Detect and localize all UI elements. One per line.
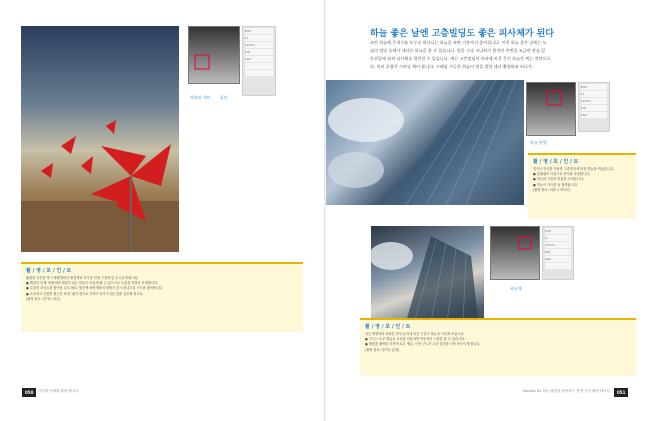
tip-line: ● 하늘이 가득한 날 촬영합니다. xyxy=(533,182,578,187)
tip-line: ● 구도는 로우 앵글로 사선을 이용하면 역동적인 느낌을 줄 수 있습니다. xyxy=(365,337,466,342)
exif-row: 12mm xyxy=(545,242,571,248)
tip-box-right-bottom xyxy=(360,318,636,376)
exif-row: 1/ xyxy=(245,35,273,41)
tip-line: (촬영 장소: 경기도 파주) xyxy=(26,296,61,301)
exif-row: ISO xyxy=(545,249,571,255)
skyscraper-thumbnail xyxy=(490,226,540,280)
exif-row: 100 xyxy=(545,256,571,262)
exif-panel-right xyxy=(578,82,610,132)
section-heading: 하늘 좋은 날엔 고층빌딩도 좋은 피사체가 된다 xyxy=(370,29,554,39)
body-line: 파란 하늘에 뭉게구름 두둥실 떠다니는 하늘을 보면 기분까지 좋아집니다. 이런 하늘 좋은 날에는 도 xyxy=(370,40,547,45)
exif-row: - xyxy=(545,263,571,269)
exif-row: - xyxy=(245,70,273,76)
exif-row: 12mm xyxy=(245,42,273,48)
tip-line: (촬영 장소: 서울시 여의도) xyxy=(533,187,571,192)
exif-row: 1/ xyxy=(581,91,607,97)
exif-panel-bottom xyxy=(542,226,574,280)
exif-row: f/22 xyxy=(245,28,273,34)
left-thumb-captions xyxy=(190,84,227,103)
tip-line: ● 소소하고 특별한 원근감 표현: 광각 렌즈로 가까이 다가가 원근감을 강조해 봅니다. xyxy=(26,291,144,296)
tip-line: ● 해질녘 단계: 바람개비 배경이 되는 하늘이 어둡게 될 수 있으므로 노출을 적절히 보정합니다. xyxy=(26,281,158,286)
page-number-right: 051 xyxy=(614,388,628,397)
tip-box-left xyxy=(21,262,303,332)
footer-left-text: 디지털 카메라 촬영 테크닉 xyxy=(38,389,79,393)
body-line: 심의 빌딩 숲에서 색다른 하늘을 볼 수 있습니다. 빗종 그냥 지나쳐가 원지만 주변을 조금만 관심 있 xyxy=(370,48,546,53)
windmill-photo xyxy=(21,26,179,252)
building-thumbnail xyxy=(526,82,576,136)
caption-left-b: 필터 xyxy=(219,95,228,100)
exif-row: ISO xyxy=(581,105,607,111)
exif-row: f/22 xyxy=(581,84,607,90)
body-line: 다. 특히 초광각 시야를 찍어 봅니다. 프레임 가득한 하늘이 빛을 발할 테니 촬영하러 떠나가. xyxy=(370,64,534,69)
tip-line: 활용한 사진을 찍기 바람개비의 빨강색과 작가다 전체 구성에 맞 추시길 바랍니다. xyxy=(26,276,139,280)
tip-title: 촬 / 영 / 포 / 인 / 트 xyxy=(365,324,411,330)
exif-row: ISO xyxy=(245,49,273,55)
tip-line: ● 배경을 촬영한 사진에 로우 앵글, 사선 구도가 고층 빌딩을 더욱 돋보이게 합니다. xyxy=(365,342,481,347)
tip-line: ● 하늘과 구름의 비율을 고려합니다. xyxy=(533,177,584,182)
page-gutter xyxy=(324,0,326,421)
windmill-thumbnail xyxy=(188,26,240,84)
tip-line: ● 특정한 포인트를 찾아볼 수도 필요: 빨간색 바람개비의 형태가 잘 드러나도록 구도를 잡아봅니다. xyxy=(26,286,164,291)
tip-line: 빛이나 반사를 이용한 고층빌딩에 비친 하늘을 찍었습니다. xyxy=(533,167,614,171)
exif-panel-left xyxy=(242,26,276,96)
exif-row: 100 xyxy=(581,112,607,118)
tip-box-right-top xyxy=(528,153,636,219)
tip-title: 촬 / 영 / 포 / 인 / 트 xyxy=(26,268,72,274)
caption-bottom: 하늘채 xyxy=(510,286,522,291)
exif-row: 100 xyxy=(245,56,273,62)
caption-right: 하늘 반영 xyxy=(530,140,547,145)
building-reflection-photo xyxy=(326,80,524,205)
tip-line: ● 편광필터 사용으로 반사를 조절합니다. xyxy=(533,172,591,177)
tip-line: 다른 방향에서 바라본 빌딩 유리에 비친 구름이 하늘과 이어져 보입니다. xyxy=(365,332,465,336)
body-text xyxy=(370,39,626,71)
page-number-left: 050 xyxy=(22,388,36,397)
exif-row: - xyxy=(245,63,273,69)
footer-right-text: Section 01 하늘 배경을 담아보는 풍경 사진 촬영 테크닉 xyxy=(522,389,610,393)
tip-title: 촬 / 영 / 포 / 인 / 트 xyxy=(533,159,579,165)
exif-row: f/22 xyxy=(545,228,571,234)
tip-line: (촬영 장소: 경기도 분당) xyxy=(365,347,400,352)
body-line: 등잔밑에 펼쳐 피사체를 발견할 수 있습니다. 매끈 고층빌딩의 유리에 비친 뭉친 하늘은 찍는 것만으로 xyxy=(370,56,551,61)
caption-left-a: 매장된 세트 xyxy=(190,95,211,100)
exif-row: 1/ xyxy=(545,235,571,241)
exif-row: 12mm xyxy=(581,98,607,104)
